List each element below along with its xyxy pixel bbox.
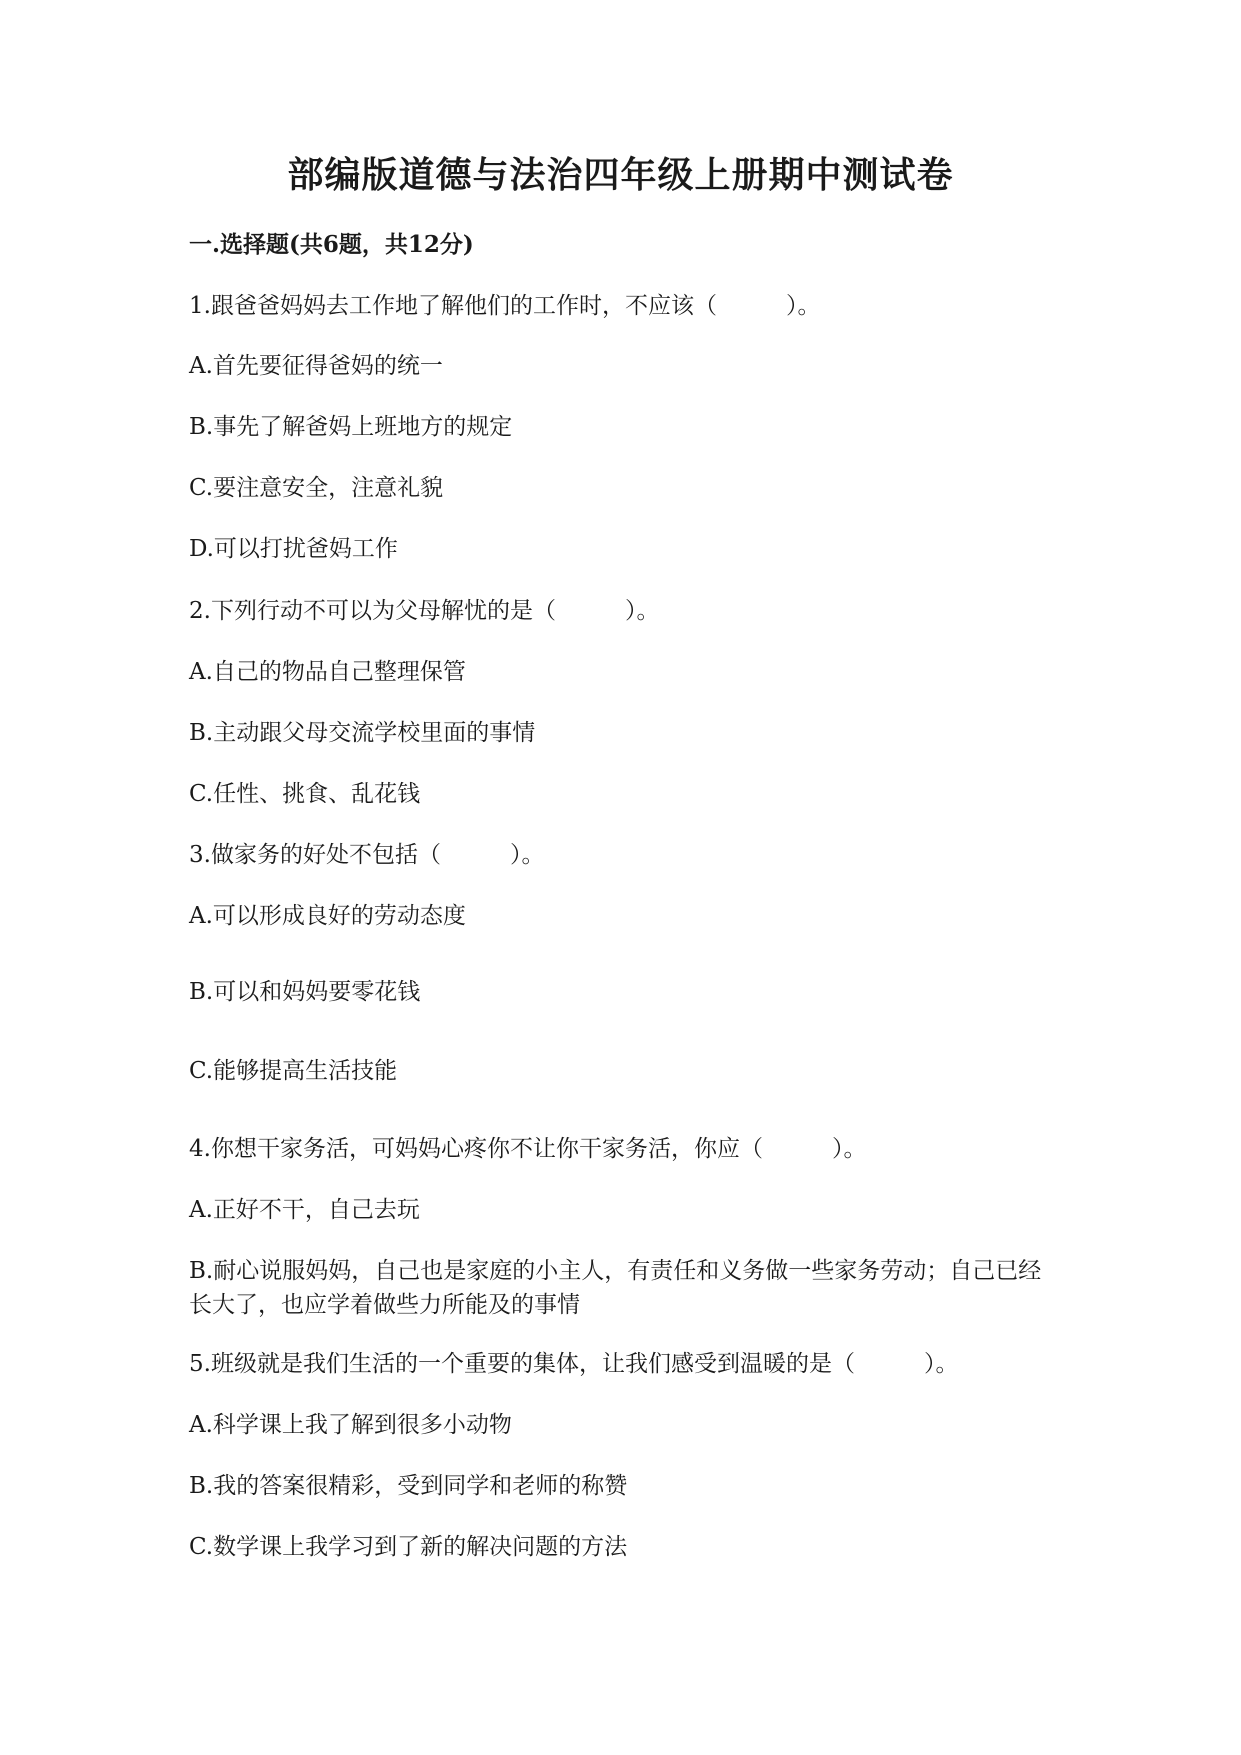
question-5-stem: 5.班级就是我们生活的一个重要的集体，让我们感受到温暖的是（ ）。 bbox=[189, 1351, 959, 1377]
question-5-option-a: A.科学课上我了解到很多小动物 bbox=[189, 1412, 512, 1438]
question-4-stem: 4.你想干家务活，可妈妈心疼你不让你干家务活，你应（ ）。 bbox=[189, 1136, 867, 1162]
question-4-option-a: A.正好不干，自己去玩 bbox=[189, 1197, 420, 1223]
question-3-option-c: C.能够提高生活技能 bbox=[189, 1058, 398, 1084]
question-2-option-b: B.主动跟父母交流学校里面的事情 bbox=[189, 720, 536, 746]
question-1-option-a: A.首先要征得爸妈的统一 bbox=[189, 353, 443, 379]
question-3-option-a: A.可以形成良好的劳动态度 bbox=[189, 903, 466, 929]
question-4-option-b: B.耐心说服妈妈，自己也是家庭的小主人，有责任和义务做一些家务劳动；自己已经长大了，也应学着做些力所能及的事情 bbox=[189, 1258, 1042, 1318]
question-1-option-b: B.事先了解爸妈上班地方的规定 bbox=[189, 414, 513, 440]
question-2-option-a: A.自己的物品自己整理保管 bbox=[189, 659, 466, 685]
question-1-option-c: C.要注意安全，注意礼貌 bbox=[189, 475, 444, 501]
question-2-option-c: C.任性、挑食、乱花钱 bbox=[189, 781, 421, 807]
question-3-option-b: B.可以和妈妈要零花钱 bbox=[189, 979, 421, 1005]
section-heading: 一.选择题(共6题，共12分) bbox=[189, 231, 474, 258]
question-3-stem: 3.做家务的好处不包括（ ）。 bbox=[189, 842, 545, 868]
question-1-stem: 1.跟爸爸妈妈去工作地了解他们的工作时，不应该（ ）。 bbox=[189, 293, 821, 319]
question-2-stem: 2.下列行动不可以为父母解忧的是（ ）。 bbox=[189, 598, 660, 624]
question-5-option-c: C.数学课上我学习到了新的解决问题的方法 bbox=[189, 1534, 628, 1560]
question-1-option-d: D.可以打扰爸妈工作 bbox=[189, 536, 398, 562]
question-5-option-b: B.我的答案很精彩，受到同学和老师的称赞 bbox=[189, 1473, 628, 1499]
exam-title: 部编版道德与法治四年级上册期中测试卷 bbox=[287, 154, 954, 196]
